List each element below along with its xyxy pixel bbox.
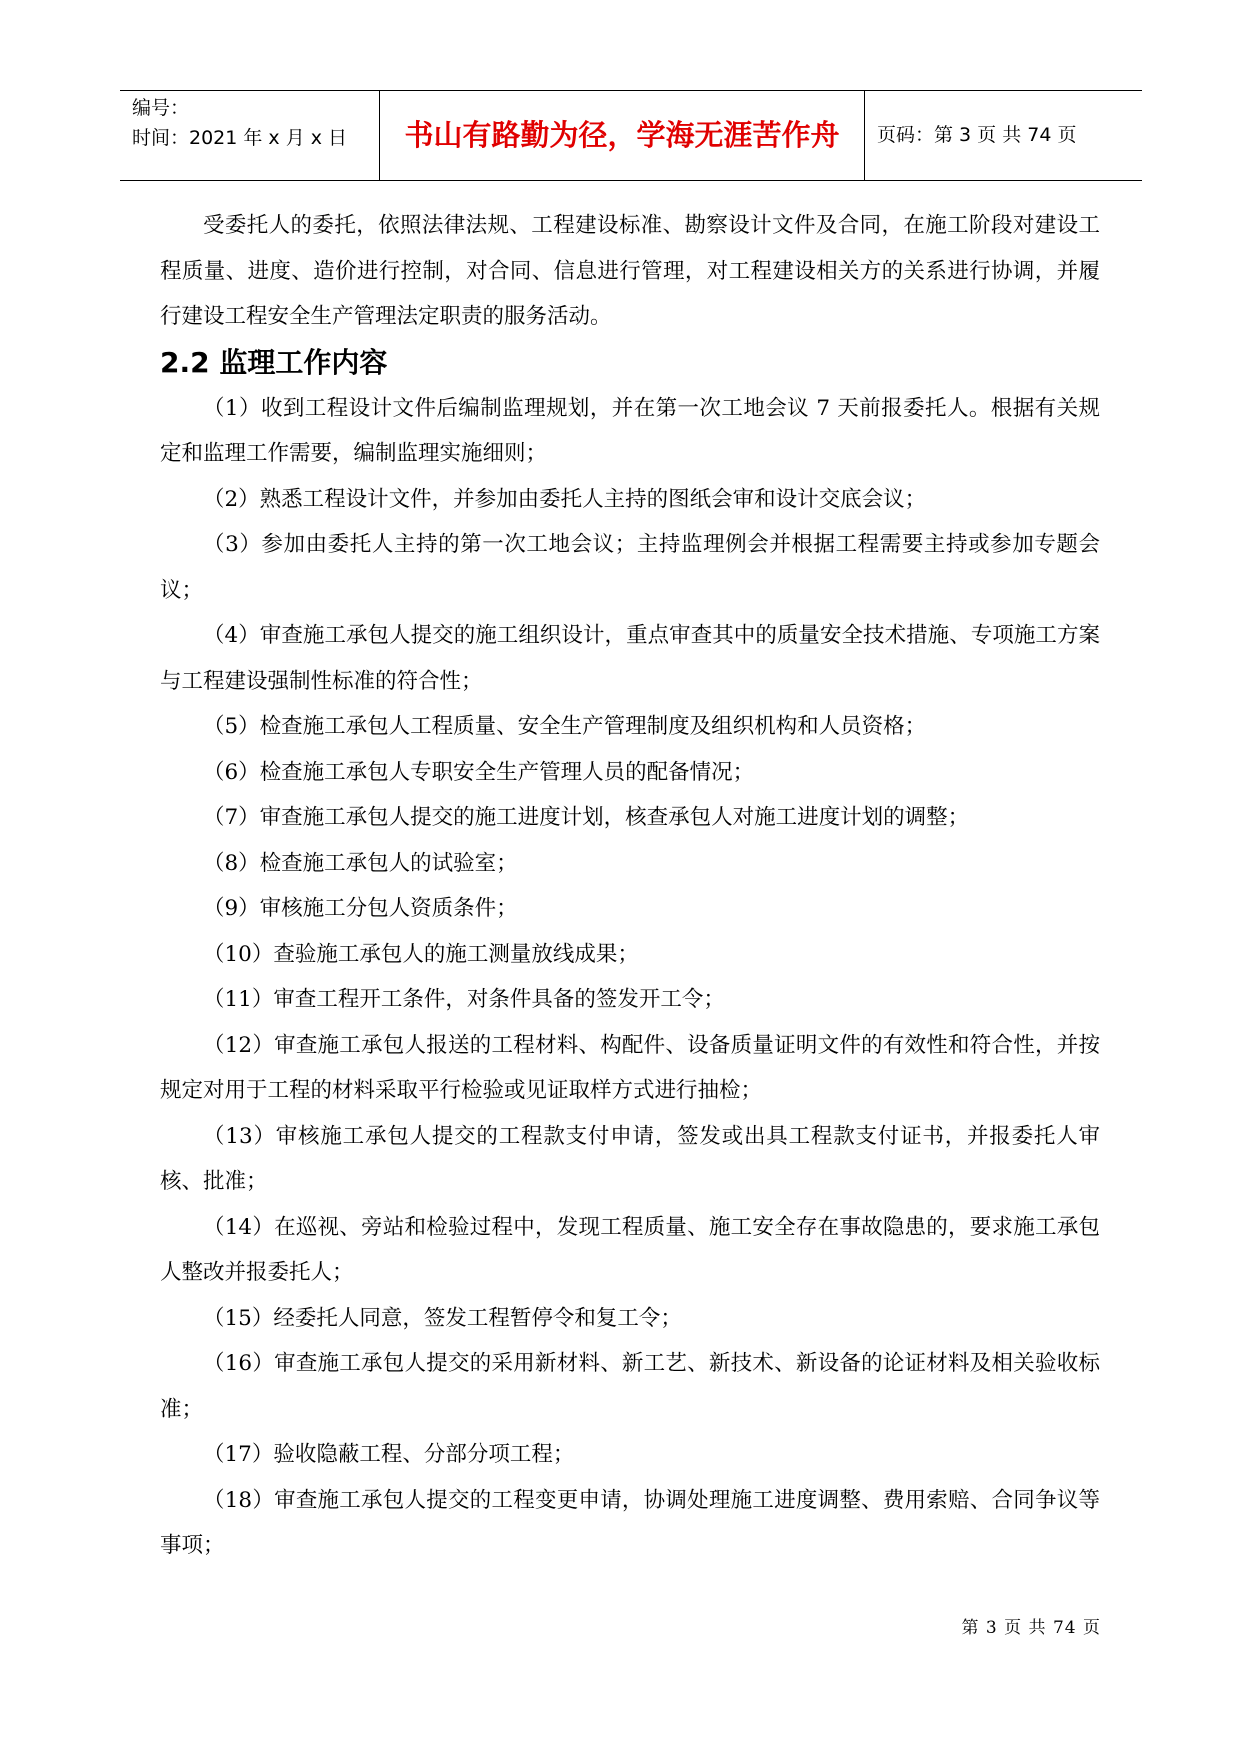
list-item: （15）经委托人同意，签发工程暂停令和复工令； <box>203 1305 682 1331</box>
list-item: （8）检查施工承包人的试验室； <box>203 850 518 876</box>
list-item: （17）验收隐蔽工程、分部分项工程； <box>203 1442 575 1467</box>
list-item: （16）审查施工承包人提交的采用新材料、新工艺、新技术、新设备的论证材料及相关验收标准； <box>160 1351 1100 1422</box>
intro-paragraph: 受委托人的委托，依照法律法规、工程建设标准、勘察设计文件及合同，在施工阶段对建设工程质量、进度、造价进行控制，对合同、信息进行管理，对工程建设相关方的关系进行协调，并履行建设工程安全生产管理法定职责的服务活动。 <box>160 213 1100 329</box>
list-item: （11）审查工程开工条件，对条件具备的签发开工令； <box>203 987 725 1012</box>
list-item: （1）收到工程设计文件后编制监理规划，并在第一次工地会议 7 天前报委托人。根据有关规定和监理工作需要，编制监理实施细则； <box>160 395 1100 466</box>
header-motto: 书山有路勤为径，学海无涯苦作舟 <box>380 91 865 180</box>
header-meta <box>120 91 380 180</box>
list-item: （7）审查施工承包人提交的施工进度计划，核查承包人对施工进度计划的调整； <box>203 805 970 830</box>
header-page-code: 页码：第 3 页 共 74 页 <box>877 124 1077 146</box>
list-item: （14）在巡视、旁站和检验过程中，发现工程质量、施工安全存在事故隐患的，要求施工承包人整改并报委托人； <box>160 1214 1100 1285</box>
document-time: 时间：2021 年 x 月 x 日 <box>132 127 348 149</box>
document-number-label: 编号： <box>132 97 190 119</box>
list-item: （13）审核施工承包人提交的工程款支付申请，签发或出具工程款支付证书，并报委托人审核、批准； <box>160 1123 1100 1194</box>
list-item: （10）查验施工承包人的施工测量放线成果； <box>203 941 639 967</box>
list-item: （2）熟悉工程设计文件，并参加由委托人主持的图纸会审和设计交底会议； <box>203 486 927 512</box>
page-header <box>120 90 1142 181</box>
page-footer: 第 3 页 共 74 页 <box>961 1618 1101 1638</box>
list-item: （5）检查施工承包人工程质量、安全生产管理制度及组织机构和人员资格； <box>203 714 927 739</box>
list-item: （3）参加由委托人主持的第一次工地会议；主持监理例会并根据工程需要主持或参加专题会议； <box>160 532 1100 603</box>
document-body <box>160 203 1100 1569</box>
list-item: （18）审查施工承包人提交的工程变更申请，协调处理施工进度调整、费用索赔、合同争议等事项； <box>160 1487 1100 1558</box>
list-item: （12）审查施工承包人报送的工程材料、构配件、设备质量证明文件的有效性和符合性，并按规定对用于工程的材料采取平行检验或见证取样方式进行抽检； <box>160 1032 1100 1103</box>
list-item: （9）审核施工分包人资质条件； <box>203 896 518 921</box>
list-item: （4）审查施工承包人提交的施工组织设计，重点审查其中的质量安全技术措施、专项施工方案与工程建设强制性标准的符合性； <box>160 623 1100 694</box>
section-title: 2.2 监理工作内容 <box>160 345 388 379</box>
list-item: （6）检查施工承包人专职安全生产管理人员的配备情况； <box>203 759 755 785</box>
